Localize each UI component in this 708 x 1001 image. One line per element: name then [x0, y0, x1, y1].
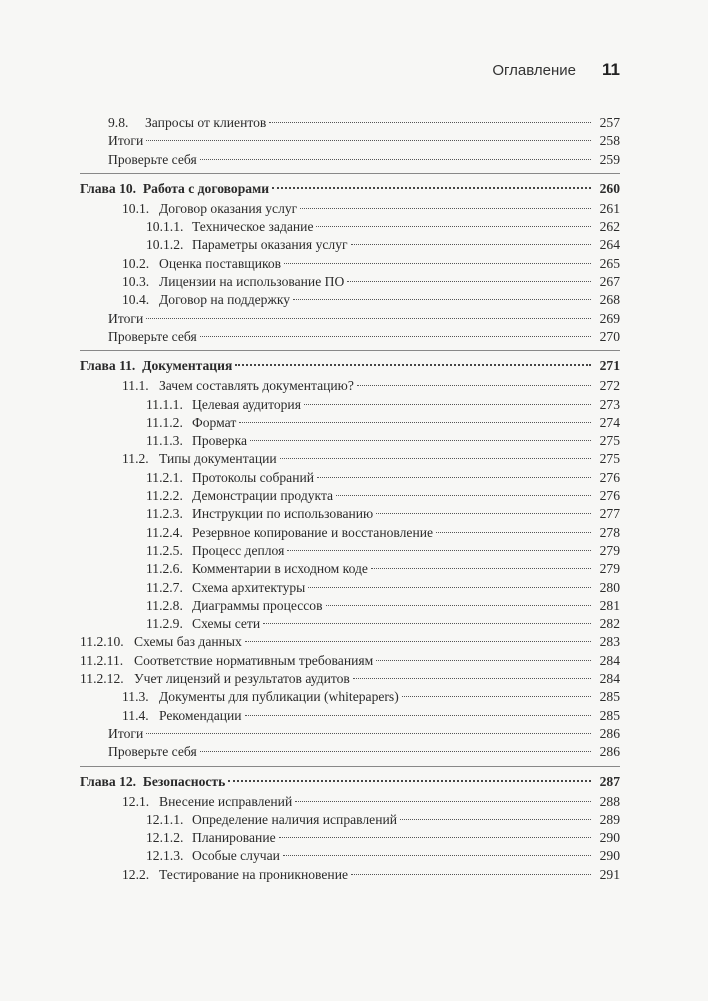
dot-leader	[293, 299, 591, 300]
toc-entry-number: 11.2.2.	[146, 488, 183, 504]
toc-entry-number: 10.1.1.	[146, 219, 184, 235]
toc-entry-number: 11.2.8.	[146, 597, 183, 613]
toc-entry-number: 11.1.1.	[146, 396, 183, 412]
toc-entry-page: 290	[599, 848, 620, 864]
toc-entry-page: 258	[599, 133, 620, 149]
toc-entry[interactable]	[80, 688, 620, 706]
dot-leader	[245, 715, 591, 716]
dot-leader	[351, 874, 591, 875]
toc-entry[interactable]	[80, 487, 620, 505]
toc-entry[interactable]	[80, 866, 620, 884]
toc-section	[80, 114, 620, 174]
toc-entry-page: 265	[599, 255, 620, 271]
toc-entry-title: Формат	[192, 414, 237, 430]
toc-entry[interactable]	[80, 615, 620, 633]
toc-entry-title: Целевая аудитория	[192, 396, 301, 412]
toc-entry-title: Типы документации	[159, 451, 277, 467]
toc-entry-page: 279	[599, 561, 620, 577]
toc-entry-title: Соответствие нормативным требованиям	[134, 652, 374, 668]
toc-entry[interactable]	[80, 396, 620, 414]
toc-entry-number: 11.1.3.	[146, 433, 183, 449]
toc-entry-number: Глава 10.	[80, 180, 137, 196]
toc-entry-number: 11.2.10.	[80, 634, 124, 650]
toc-entry-page: 259	[599, 151, 620, 167]
toc-section	[80, 771, 620, 888]
toc-entry-page: 274	[599, 414, 620, 430]
toc-entry-number: 11.2.9.	[146, 616, 183, 632]
dot-leader	[402, 696, 591, 697]
toc-entry-title: Проверьте себя	[108, 151, 197, 167]
toc-entry-page: 282	[599, 616, 620, 632]
toc-entry-title: Схемы сети	[192, 616, 261, 632]
dot-leader	[235, 364, 591, 366]
toc-entry-number: 11.2.11.	[80, 652, 124, 668]
toc-entry[interactable]	[80, 151, 620, 169]
toc-entry-number: 12.1.1.	[146, 811, 184, 827]
toc-entry-title: Проверьте себя	[108, 744, 197, 760]
dot-leader	[308, 587, 591, 588]
toc-entry-page: 269	[599, 310, 620, 326]
toc-section	[80, 178, 620, 351]
toc-entry[interactable]	[80, 793, 620, 811]
toc-entry[interactable]	[80, 579, 620, 597]
toc-entry[interactable]	[80, 450, 620, 468]
toc-entry-page: 276	[599, 488, 620, 504]
toc-entry-page: 290	[599, 830, 620, 846]
toc-entry-title: Протоколы собраний	[192, 469, 315, 485]
toc-entry-title: Параметры оказания услуг	[192, 237, 348, 253]
toc-entry-number: 10.1.2.	[146, 237, 184, 253]
toc-entry-number: 11.2.	[122, 451, 149, 467]
dot-leader	[228, 780, 591, 782]
toc-entry-number: 11.1.2.	[146, 414, 183, 430]
toc-entry-number: 12.1.3.	[146, 848, 184, 864]
toc-entry-number: 11.2.4.	[146, 524, 183, 540]
toc-entry-title: Инструкции по использованию	[192, 506, 374, 522]
dot-leader	[436, 532, 591, 533]
toc-entry[interactable]	[80, 291, 620, 309]
toc-entry-number: 12.1.2.	[146, 830, 184, 846]
toc-entry[interactable]	[80, 414, 620, 432]
toc-entry-page: 284	[599, 652, 620, 668]
toc-entry[interactable]	[80, 560, 620, 578]
toc-entry-page: 286	[599, 744, 620, 760]
toc-entry-title: Договор оказания услуг	[159, 200, 298, 216]
toc-entry-title: Итоги	[108, 725, 144, 741]
toc-entry-page: 281	[599, 597, 620, 613]
dot-leader	[283, 855, 591, 856]
toc-entry-number: 11.4.	[122, 707, 149, 723]
toc-entry-title: Комментарии в исходном коде	[192, 561, 368, 577]
toc-entry[interactable]	[80, 524, 620, 542]
toc-entry[interactable]	[80, 743, 620, 761]
toc-entry[interactable]	[80, 200, 620, 218]
dot-leader	[336, 495, 591, 496]
toc-entry-title: Лицензии на использование ПО	[159, 274, 345, 290]
toc-entry[interactable]	[80, 469, 620, 487]
toc-entry-number: 11.3.	[122, 689, 149, 705]
toc-entry[interactable]	[80, 377, 620, 395]
toc-entry-title: Учет лицензий и результатов аудитов	[134, 671, 350, 687]
toc-entry[interactable]	[80, 633, 620, 651]
dot-leader	[200, 751, 591, 752]
toc-entry-page: 279	[599, 542, 620, 558]
toc-entry[interactable]	[80, 542, 620, 560]
toc-entry-title: Внесение исправлений	[159, 793, 293, 809]
toc-entry-page: 283	[599, 634, 620, 650]
toc-entry-number: Глава 11.	[80, 358, 136, 374]
toc-entry[interactable]	[80, 847, 620, 865]
toc-entry-title: Схема архитектуры	[192, 579, 306, 595]
toc-entry-title: Итоги	[108, 133, 144, 149]
toc-entry[interactable]	[80, 505, 620, 523]
toc-entry-title: Зачем составлять документацию?	[159, 378, 354, 394]
dot-leader	[295, 801, 591, 802]
toc-entry-title: Проверьте себя	[108, 328, 197, 344]
toc-entry-title: Процесс деплоя	[192, 542, 285, 558]
toc-entry-title: Оценка поставщиков	[159, 255, 282, 271]
toc-entry-number: 12.2.	[122, 866, 150, 882]
toc-entry-title: Договор на поддержку	[159, 292, 291, 308]
toc-entry-title: Диаграммы процессов	[192, 597, 323, 613]
running-header-title: Оглавление	[492, 62, 577, 79]
toc-entry-page: 267	[599, 274, 620, 290]
toc-entry[interactable]	[80, 652, 620, 670]
toc-entry-number: Глава 12.	[80, 773, 137, 789]
toc-entry-page: 287	[599, 773, 620, 789]
toc-entry[interactable]	[80, 725, 620, 743]
toc-entry[interactable]	[80, 328, 620, 346]
dot-leader	[146, 733, 591, 734]
toc-entry-number: 11.2.12.	[80, 671, 124, 687]
dot-leader	[326, 605, 591, 606]
toc-entry-page: 291	[599, 866, 620, 882]
toc-entry-number: 12.1.	[122, 793, 150, 809]
toc-chapter-entry[interactable]	[80, 771, 620, 793]
toc-entry[interactable]	[80, 670, 620, 688]
dot-leader	[279, 837, 591, 838]
dot-leader	[351, 244, 591, 245]
toc-entry-title: Техническое задание	[192, 219, 314, 235]
dot-leader	[304, 404, 591, 405]
toc-entry-page: 262	[599, 219, 620, 235]
toc-entry[interactable]	[80, 310, 620, 328]
running-header	[0, 60, 620, 80]
toc-entry[interactable]	[80, 597, 620, 615]
toc-entry-number: 10.1.	[122, 200, 150, 216]
dot-leader	[317, 477, 591, 478]
toc-entry-title: Резервное копирование и восстановление	[192, 524, 434, 540]
toc-entry-page: 285	[599, 707, 620, 723]
dot-leader	[376, 513, 591, 514]
toc-chapter-entry[interactable]	[80, 178, 620, 200]
toc-entry-number: 11.2.7.	[146, 579, 183, 595]
toc-entry-title: Определение наличия исправлений	[192, 811, 398, 827]
dot-leader	[239, 422, 591, 423]
dot-leader	[376, 660, 591, 661]
dot-leader	[400, 819, 591, 820]
toc-entry-title: Схемы баз данных	[134, 634, 242, 650]
toc-entry-page: 284	[599, 671, 620, 687]
toc-entry[interactable]	[80, 236, 620, 254]
toc-entry-page: 289	[599, 811, 620, 827]
dot-leader	[353, 678, 591, 679]
toc-chapter-entry[interactable]	[80, 355, 620, 377]
toc-entry-title: Особые случаи	[192, 848, 280, 864]
toc-entry-title: Безопасность	[142, 773, 226, 789]
dot-leader	[245, 641, 591, 642]
toc-entry-page: 275	[599, 433, 620, 449]
toc-entry-number: 11.2.1.	[146, 469, 183, 485]
toc-entry-page: 273	[599, 396, 620, 412]
toc-entry-page: 278	[599, 524, 620, 540]
toc-entry[interactable]	[80, 829, 620, 847]
dot-leader	[300, 208, 591, 209]
toc-entry-number: 10.3.	[122, 274, 150, 290]
dot-leader	[316, 226, 591, 227]
toc-entry-page: 260	[599, 180, 620, 196]
toc-entry-page: 275	[599, 451, 620, 467]
toc-entry-title: Документация	[142, 358, 233, 374]
toc-entry-page: 288	[599, 793, 620, 809]
toc-entry-page: 277	[599, 506, 620, 522]
dot-leader	[146, 140, 591, 141]
toc-entry-number: 10.2.	[122, 255, 150, 271]
dot-leader	[263, 623, 591, 624]
toc-entry[interactable]	[80, 255, 620, 273]
toc-entry-number: 10.4.	[122, 292, 150, 308]
toc-entry-title: Рекомендации	[159, 707, 242, 723]
toc-entry-title: Работа с договорами	[142, 180, 270, 196]
dot-leader	[272, 187, 591, 189]
toc-entry-number: 11.2.6.	[146, 561, 183, 577]
toc-entry-number: 11.2.3.	[146, 506, 183, 522]
dot-leader	[269, 122, 591, 123]
toc-entry[interactable]	[80, 432, 620, 450]
dot-leader	[371, 568, 591, 569]
toc-entry-title: Планирование	[192, 830, 276, 846]
toc-entry-page: 270	[599, 328, 620, 344]
dot-leader	[347, 281, 591, 282]
toc-entry-title: Тестирование на проникновение	[159, 866, 349, 882]
running-header-page-number: 11	[602, 60, 620, 79]
toc-entry-page: 268	[599, 292, 620, 308]
dot-leader	[200, 159, 591, 160]
dot-leader	[280, 458, 591, 459]
toc-entry[interactable]	[80, 132, 620, 150]
toc-section	[80, 355, 620, 766]
toc-entry-number: 11.1.	[122, 378, 149, 394]
toc-entry-page: 276	[599, 469, 620, 485]
toc-entry-page: 261	[599, 200, 620, 216]
toc-entry-title: Запросы от клиентов	[145, 115, 267, 130]
toc-entry-page: 286	[599, 725, 620, 741]
dot-leader	[284, 263, 591, 264]
toc-entry-page: 280	[599, 579, 620, 595]
dot-leader	[250, 440, 591, 441]
toc-entry-page: 285	[599, 689, 620, 705]
toc-entry-title: Итоги	[108, 310, 144, 326]
toc-entry[interactable]	[80, 114, 620, 132]
toc-entry[interactable]	[80, 811, 620, 829]
dot-leader	[200, 336, 591, 337]
toc-entry-page: 264	[599, 237, 620, 253]
toc-entry[interactable]	[80, 273, 620, 291]
toc-entry-title: Демонстрации продукта	[192, 488, 334, 504]
toc-entry-title: Проверка	[192, 433, 248, 449]
dot-leader	[357, 385, 591, 386]
toc-entry-page: 272	[599, 378, 620, 394]
dot-leader	[287, 550, 591, 551]
toc-entry[interactable]	[80, 218, 620, 236]
table-of-contents	[80, 114, 620, 890]
toc-entry-page: 271	[599, 358, 620, 374]
dot-leader	[146, 318, 591, 319]
toc-entry-number: 9.8.	[108, 115, 129, 130]
toc-entry-number: 11.2.5.	[146, 542, 183, 558]
toc-entry-page: 257	[599, 115, 620, 130]
toc-entry[interactable]	[80, 707, 620, 725]
toc-entry-title: Документы для публикации (whitepapers)	[159, 689, 399, 705]
